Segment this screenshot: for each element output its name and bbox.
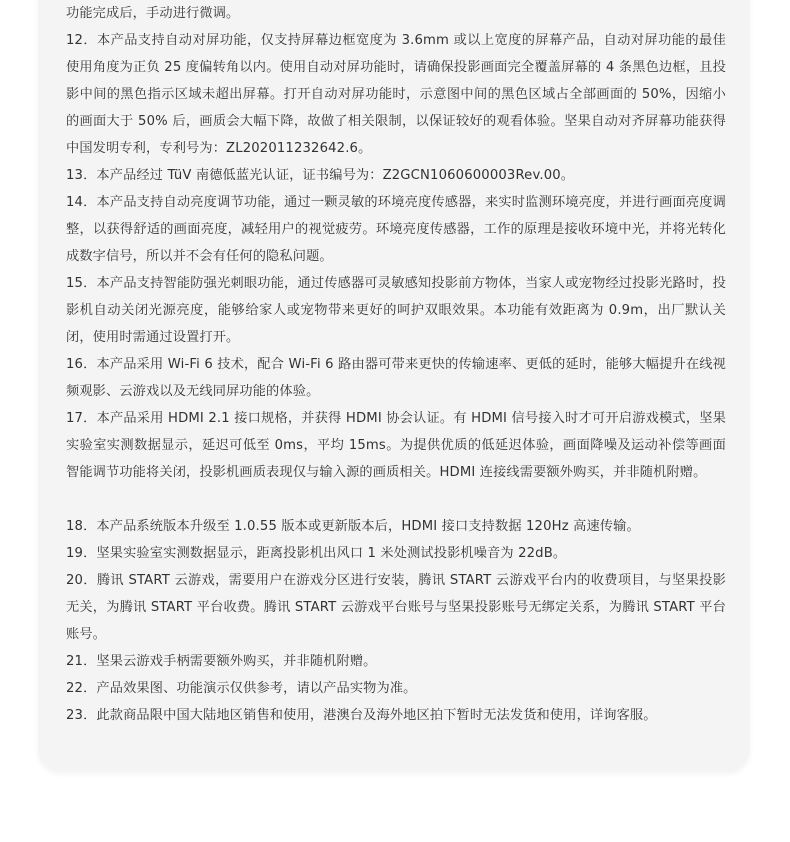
note-item-16: 16．本产品采用 Wi-Fi 6 技术，配合 Wi-Fi 6 路由器可带来更快的传输速率、更低的延时，能够大幅提升在线视频观影、云游戏以及无线同屏功能的体验。 [66, 357, 726, 400]
note-item-13: 13．本产品经过 TüV 南德低蓝光认证，证书编号为：Z2GCN1060600003Rev.00。 [66, 168, 575, 183]
note-item-23: 23．此款商品限中国大陆地区销售和使用，港澳台及海外地区拍下暂时无法发货和使用，详询客服。 [66, 708, 657, 723]
note-item-20: 20．腾讯 START 云游戏，需要用户在游戏分区进行安装，腾讯 START 云游戏平台内的收费项目，与坚果投影无关，为腾讯 START 平台收费。腾讯 START 云游戏平台账号与坚果投影账号无绑定关系，为腾讯 START 平台账号。 [66, 573, 726, 643]
note-item-14: 14．本产品支持自动亮度调节功能，通过一颗灵敏的环境亮度传感器，来实时监测环境亮度，并进行画面亮度调整，以获得舒适的画面亮度，减轻用户的视觉疲劳。环境亮度传感器，工作的原理是接收环境中光，并将光转化成数字信号，所以并不会有任何的隐私问题。 [66, 195, 726, 265]
note-item-21: 21．坚果云游戏手柄需要额外购买，并非随机附赠。 [66, 654, 377, 669]
note-item-18: 18．本产品系统版本升级至 1.0.55 版本或更新版本后，HDMI 接口支持数据 120Hz 高速传输。 [66, 519, 640, 534]
note-item-17: 17．本产品采用 HDMI 2.1 接口规格，并获得 HDMI 协会认证。有 HDMI 信号接入时才可开启游戏模式，坚果实验室实测数据显示，延迟可低至 0ms，平均 15ms。为提供优质的低延迟体验，画面降噪及运动补偿等画面智能调节功能将关闭，投影机画质表现仅与输入源的画质相关。HDMI 连接线需要额外购买，并非随机附赠。 [66, 411, 726, 481]
note-item-12: 12．本产品支持自动对屏功能，仅支持屏幕边框宽度为 3.6mm 或以上宽度的屏幕产品，自动对屏功能的最佳使用角度为正负 25 度偏转角以内。使用自动对屏功能时，请确保投影画面完全覆盖屏幕的 4 条黑色边框，且投影中间的黑色指示区域未超出屏幕。打开自动对屏功能时，示意图中间的黑色区域占全部画面的 50%，因缩小的画面大于 50% 后，画质会大幅下降，故做了相关限制，以保证较好的观看体验。坚果自动对齐屏幕功能获得中国发明专利，专利号为：ZL202011232642.6。 [66, 33, 726, 157]
note-item-15: 15．本产品支持智能防强光刺眼功能，通过传感器可灵敏感知投影前方物体，当家人或宠物经过投影光路时，投影机自动关闭光源亮度，能够给家人或宠物带来更好的呵护双眼效果。本功能有效距离为 0.9m，出厂默认关闭，使用时需通过设置打开。 [66, 276, 726, 346]
note-item-22: 22．产品效果图、功能演示仅供参考，请以产品实物为准。 [66, 681, 417, 696]
note-item-11-tail: 功能完成后，手动进行微调。 [66, 6, 240, 21]
note-item-19: 19．坚果实验室实测数据显示，距离投影机出风口 1 米处测试投影机噪音为 22dB。 [66, 546, 567, 561]
